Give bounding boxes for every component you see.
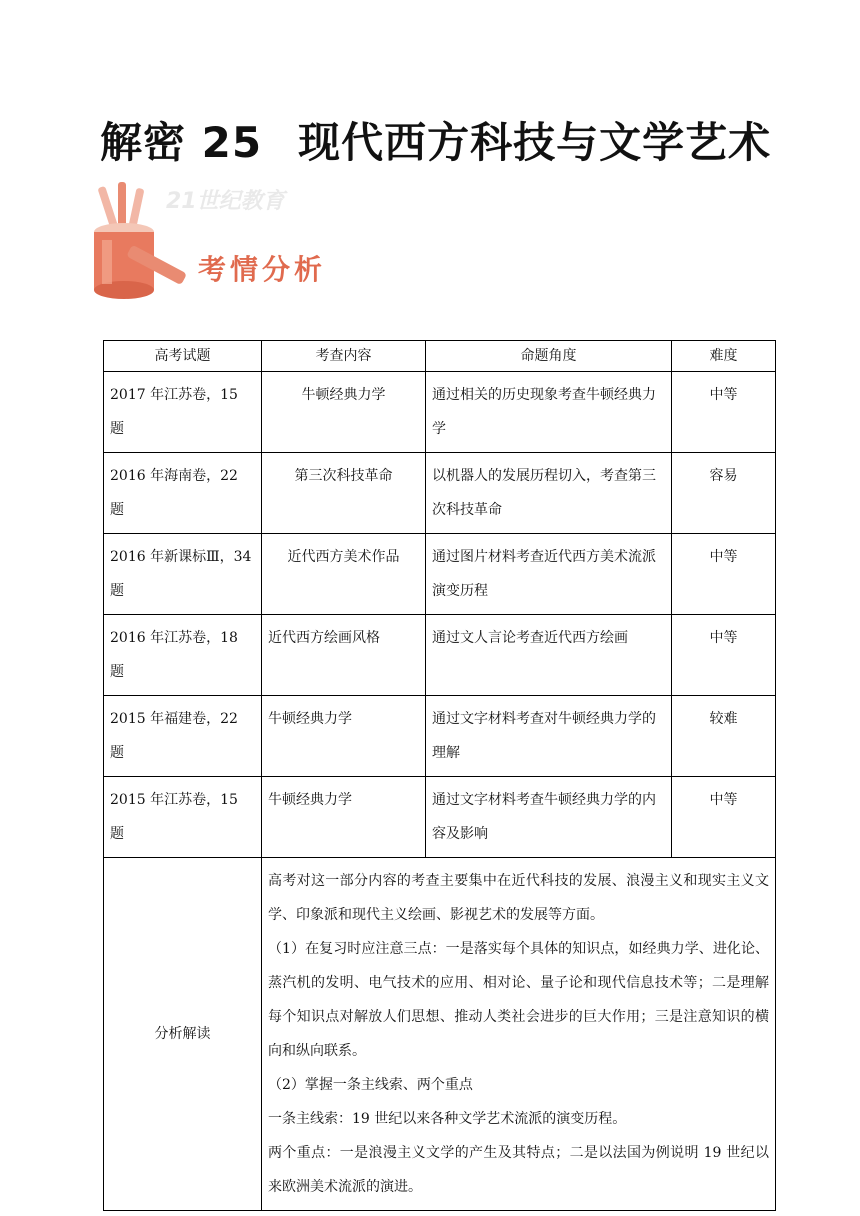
header-angle: 命题角度 bbox=[426, 341, 672, 372]
cell-content: 牛顿经典力学 bbox=[262, 777, 426, 858]
table-row bbox=[104, 777, 776, 858]
cell-angle: 通过图片材料考查近代西方美术流派演变历程 bbox=[426, 534, 672, 615]
watermark-text: 21世纪教育 bbox=[166, 189, 285, 214]
cell-difficulty: 较难 bbox=[672, 696, 776, 777]
analysis-paragraph: （2）掌握一条主线索、两个重点 bbox=[268, 1077, 473, 1093]
exam-analysis-table bbox=[103, 340, 776, 1211]
analysis-row bbox=[104, 858, 776, 1211]
cell-angle: 通过文字材料考查对牛顿经典力学的理解 bbox=[426, 696, 672, 777]
cell-angle: 通过相关的历史现象考查牛顿经典力学 bbox=[426, 372, 672, 453]
cell-exam: 2016 年海南卷，22 题 bbox=[104, 453, 262, 534]
analysis-paragraph: （1）在复习时应注意三点：一是落实每个具体的知识点，如经典力学、进化论、蒸汽机的发明、电气技术的应用、相对论、量子论和现代信息技术等；二是理解每个知识点对解放人们思想、推动人类社会进步的巨大作用；三是注意知识的横向和纵向联系。 bbox=[268, 941, 769, 1059]
section-label: 考情分析 bbox=[198, 253, 327, 286]
title-number: 解密 25 bbox=[100, 118, 263, 167]
cell-exam: 2017 年江苏卷，15 题 bbox=[104, 372, 262, 453]
header-difficulty: 难度 bbox=[672, 341, 776, 372]
cell-difficulty: 中等 bbox=[672, 777, 776, 858]
cell-angle: 通过文人言论考查近代西方绘画 bbox=[426, 615, 672, 696]
table-row bbox=[104, 534, 776, 615]
header-content: 考查内容 bbox=[262, 341, 426, 372]
table-row bbox=[104, 696, 776, 777]
pencil-cup-logo-icon bbox=[86, 178, 376, 308]
table-header-row bbox=[104, 341, 776, 372]
header-exam: 高考试题 bbox=[104, 341, 262, 372]
cell-content: 第三次科技革命 bbox=[262, 453, 426, 534]
cell-angle: 通过文字材料考查牛顿经典力学的内容及影响 bbox=[426, 777, 672, 858]
cell-difficulty: 中等 bbox=[672, 615, 776, 696]
cell-content: 牛顿经典力学 bbox=[262, 696, 426, 777]
table-row bbox=[104, 615, 776, 696]
analysis-paragraph: 两个重点：一是浪漫主义文学的产生及其特点；二是以法国为例说明 19 世纪以来欧洲美术流派的演进。 bbox=[268, 1145, 769, 1195]
cell-content: 牛顿经典力学 bbox=[262, 372, 426, 453]
title-topic: 现代西方科技与文学艺术 bbox=[298, 118, 772, 167]
analysis-paragraph: 高考对这一部分内容的考查主要集中在近代科技的发展、浪漫主义和现实主义文学、印象派和现代主义绘画、影视艺术的发展等方面。 bbox=[268, 873, 769, 923]
cell-content: 近代西方绘画风格 bbox=[262, 615, 426, 696]
cell-exam: 2016 年江苏卷，18 题 bbox=[104, 615, 262, 696]
table-row bbox=[104, 453, 776, 534]
cell-exam: 2016 年新课标Ⅲ，34 题 bbox=[104, 534, 262, 615]
analysis-content bbox=[262, 858, 776, 1211]
cell-exam: 2015 年江苏卷，15 题 bbox=[104, 777, 262, 858]
analysis-label: 分析解读 bbox=[104, 858, 262, 1211]
cell-difficulty: 容易 bbox=[672, 453, 776, 534]
cell-difficulty: 中等 bbox=[672, 372, 776, 453]
table-row bbox=[104, 372, 776, 453]
analysis-paragraph: 一条主线索：19 世纪以来各种文学艺术流派的演变历程。 bbox=[268, 1111, 627, 1127]
page-title bbox=[100, 110, 771, 170]
cell-angle: 以机器人的发展历程切入，考查第三次科技革命 bbox=[426, 453, 672, 534]
cell-difficulty: 中等 bbox=[672, 534, 776, 615]
cell-content: 近代西方美术作品 bbox=[262, 534, 426, 615]
cell-exam: 2015 年福建卷，22 题 bbox=[104, 696, 262, 777]
